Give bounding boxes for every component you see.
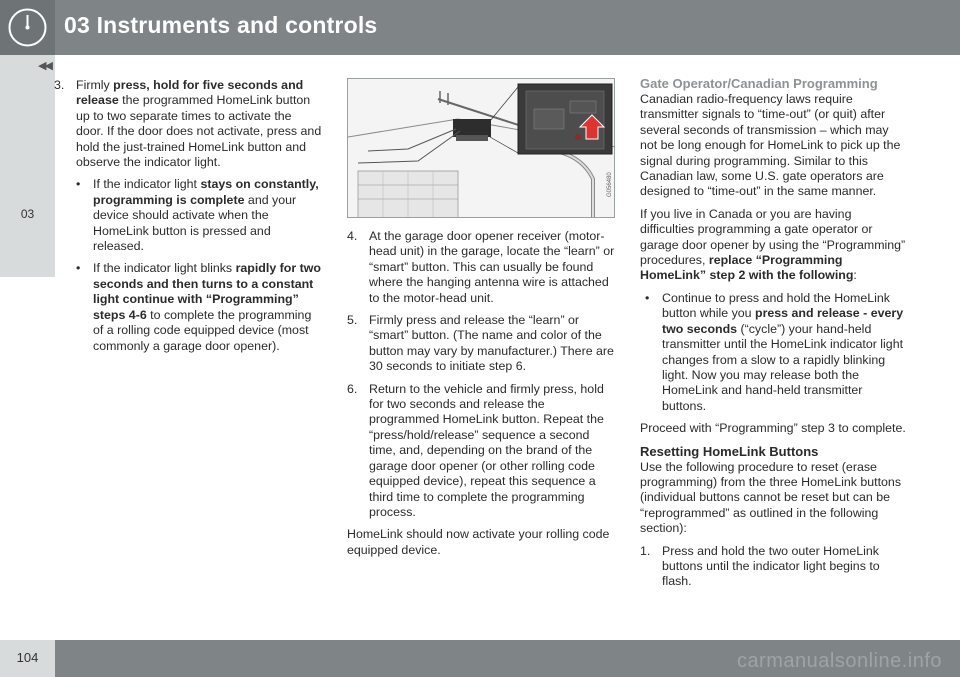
bullet-icon: • xyxy=(76,261,81,276)
bullet-text: If the indicator light blinks xyxy=(93,261,236,276)
step-3 xyxy=(54,78,322,170)
bullet-text: (“cycle”) your hand-held transmitter until the HomeLink indicator light changes from a slow to a rapidly blinking light. Now you may release both the HomeLink and hand-held transmitter buttons. xyxy=(662,321,904,413)
step-text: Firmly xyxy=(76,78,114,92)
step-5 xyxy=(347,313,615,375)
gate-paragraph: Canadian radio-frequency laws require transmitter signals to “time-out” (or quit) after several seconds of transmission – which may not be long enough for HomeLink to pick up the signal during programming. Similar to this Canadian law, some U.S. gate operators are designed to “time-out” in the same manner. xyxy=(640,92,901,199)
page-title: 03 Instruments and controls xyxy=(64,12,378,38)
bullet-blinks-rapidly xyxy=(54,261,322,353)
chapter-sidebar xyxy=(0,55,55,277)
step-text: Press and hold the two outer HomeLink buttons until the indicator light begins to flash. xyxy=(662,543,880,589)
bullet-icon: • xyxy=(645,290,650,305)
garage-door-opener-illustration xyxy=(347,78,615,218)
gate-heading: Gate Operator/Canadian Programming xyxy=(640,76,878,91)
reset-step-1 xyxy=(640,544,908,590)
figure-code: G056480 xyxy=(607,172,613,197)
footer-bar xyxy=(0,640,960,677)
bullet-icon: • xyxy=(76,177,81,192)
bullet-text: Continue to press and hold the HomeLink button while you xyxy=(662,290,890,321)
column-left xyxy=(54,78,322,361)
step-text: At the garage door opener receiver (motor-head unit) in the garage, locate the “learn” or “smart” button. This can usually be found where the hanging antenna wire is attached to the motor-head unit. xyxy=(369,229,615,305)
step-6 xyxy=(347,382,615,521)
gate-instructions xyxy=(640,207,908,284)
bullet-emphasis: stays on constantly, programming is complete xyxy=(93,177,319,207)
proceed-paragraph: Proceed with “Programming” step 3 to complete. xyxy=(640,421,906,436)
reset-heading: Resetting HomeLink Buttons xyxy=(640,443,819,459)
bullet-text: If the indicator light xyxy=(93,177,201,192)
step-4 xyxy=(347,229,615,306)
paragraph-text: If you live in Canada or you are having difficulties programming a gate operator or garage door opener by using the “Programming” procedures, xyxy=(640,206,906,268)
closing-paragraph: HomeLink should now activate your rolling code equipped device. xyxy=(347,527,610,557)
step-number: 4. xyxy=(347,229,358,243)
bullet-emphasis: rapidly for two seconds and then turns to a constant light continue with “Programming” steps 4-6 xyxy=(93,261,321,322)
page-number: 104 xyxy=(16,650,39,665)
step-text: Firmly press and release the “learn” or “smart” button. (The name and color of the button may vary by manufacturer.) There are 30 seconds to initiate step 6. xyxy=(369,313,614,374)
page-number-box xyxy=(0,640,55,677)
step-number: 1. xyxy=(640,543,651,558)
bullet-stays-on xyxy=(54,177,322,254)
chapter-number: 03 xyxy=(20,207,35,221)
watermark: carmanualsonline.info xyxy=(736,650,942,672)
chapter-icon-box xyxy=(0,0,55,55)
bullet-text: and your device should activate when the HomeLink button is pressed and released. xyxy=(93,192,297,254)
bullet-emphasis: press and release - every two seconds xyxy=(662,306,904,336)
paragraph-text: : xyxy=(853,268,857,283)
column-middle xyxy=(347,78,615,565)
step-text: Return to the vehicle and firmly press, hold for two seconds and release the programmed HomeLink button. Repeat the “press/hold/release” sequence a second time, and, depending on the brand of the garage door opener (or other rolling code equipped device), repeat this sequence a third time to complete the programming process. xyxy=(369,381,604,519)
reset-paragraph: Use the following procedure to reset (erase programming) from the three HomeLink buttons (individual buttons cannot be reset but can be “reprogrammed” as outlined in the following section): xyxy=(640,459,902,536)
paragraph-emphasis: replace “Programming HomeLink” step 2 with the following xyxy=(640,253,854,283)
step-number: 6. xyxy=(347,381,358,396)
column-right xyxy=(640,78,908,597)
garage-illustration-svg xyxy=(348,79,615,218)
step-emphasis: press, hold for five seconds and release xyxy=(76,78,304,108)
gate-bullet xyxy=(640,291,908,414)
step-text: the programmed HomeLink button up to two separate times to activate the door. If the door does not activate, press and hold the just-trained HomeLink button and observe the indicator light. xyxy=(76,93,322,170)
bullet-text: to complete the programming of a rolling code equipped device (most commonly a garage door opener). xyxy=(93,307,312,353)
gauge-icon xyxy=(7,7,48,48)
previous-page-icon[interactable]: ◀◀ xyxy=(38,60,51,72)
step-number: 3. xyxy=(54,78,65,92)
step-number: 5. xyxy=(347,313,358,328)
header-bar xyxy=(0,0,960,55)
